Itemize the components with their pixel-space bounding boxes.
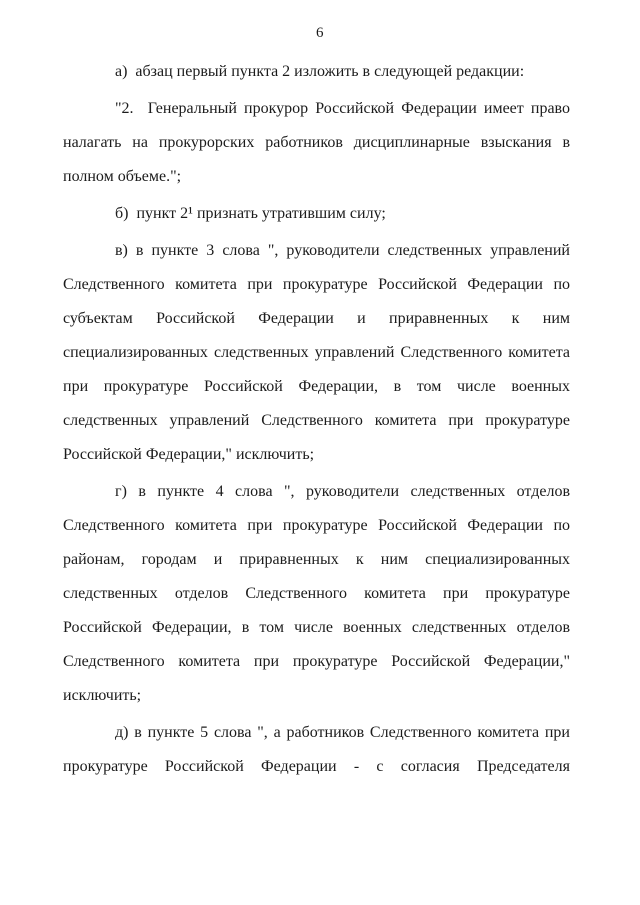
paragraph-item-b (63, 197, 570, 231)
paragraph-item-g (63, 475, 570, 713)
text-line: следственных управлений Следственного комитета при прокуратуре (63, 412, 570, 429)
text-line: Российской Федерации, в том числе военных следственных отделов (63, 619, 570, 636)
text-line: полном объеме."; (63, 168, 182, 185)
text-line: субъектам Российской Федерации и приравненных к ним (63, 310, 570, 327)
text-line: в) в пункте 3 слова ", руководители следственных управлений (115, 242, 570, 259)
paragraph-item-v (63, 234, 570, 472)
text-line: а) абзац первый пункта 2 изложить в следующей редакции: (115, 63, 525, 80)
text-line: г) в пункте 4 слова ", руководители следственных отделов (115, 483, 570, 500)
text-line: "2. Генеральный прокурор Российской Федерации имеет право (115, 100, 570, 117)
text-line: при прокуратуре Российской Федерации, в том числе военных (63, 378, 570, 395)
text-line: следственных отделов Следственного комитета при прокуратуре (63, 585, 570, 602)
paragraph-quoted-point-2 (63, 92, 570, 194)
text-line: Российской Федерации," исключить; (63, 446, 315, 463)
text-line: исключить; (63, 687, 142, 704)
text-line: б) пункт 2¹ признать утратившим силу; (115, 205, 386, 222)
text-line: специализированных следственных управлений Следственного комитета (63, 344, 570, 361)
text-line: д) в пункте 5 слова ", а работников Следственного комитета при (115, 724, 570, 741)
text-line: Следственного комитета при прокуратуре Российской Федерации по (63, 517, 570, 534)
text-line: районам, городам и приравненных к ним специализированных (63, 551, 570, 568)
text-line: прокуратуре Российской Федерации - с согласия Председателя (63, 758, 570, 775)
text-line: Следственного комитета при прокуратуре Российской Федерации по (63, 276, 570, 293)
document-body (63, 55, 570, 784)
text-line: Следственного комитета при прокуратуре Российской Федерации," (63, 653, 570, 670)
page-number: 6 (316, 25, 324, 41)
paragraph-item-a (63, 55, 570, 89)
text-line: налагать на прокурорских работников дисциплинарные взыскания в (63, 134, 570, 151)
paragraph-item-d (63, 716, 570, 784)
